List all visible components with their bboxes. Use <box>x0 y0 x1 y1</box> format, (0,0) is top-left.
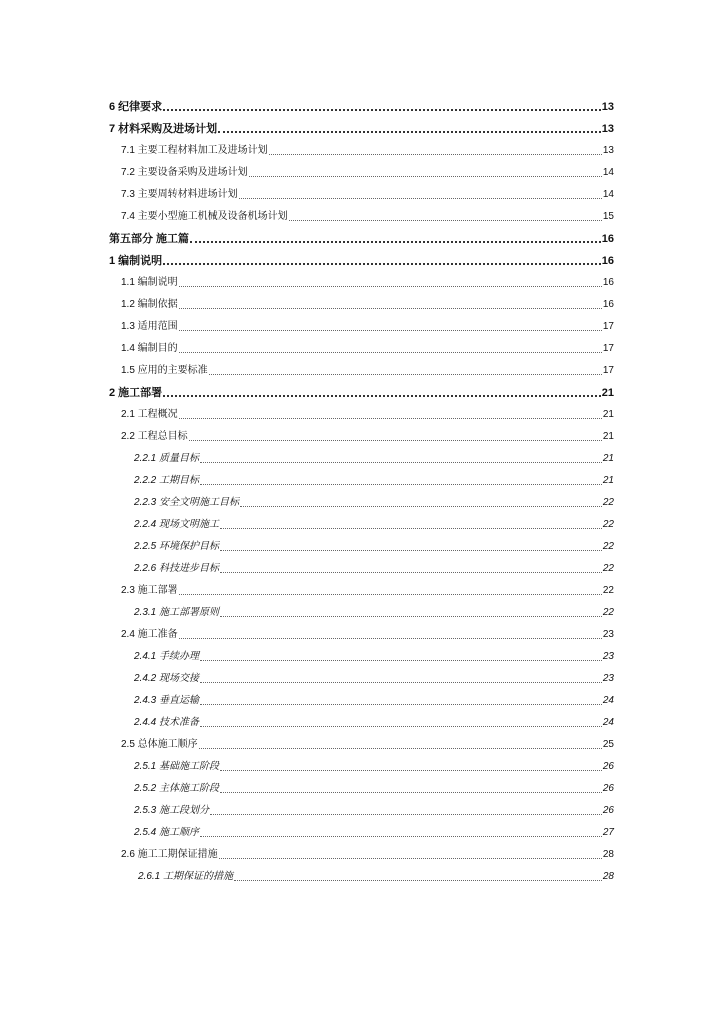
toc-entry[interactable] <box>134 518 614 532</box>
dot-leader <box>163 395 601 397</box>
toc-entry-title: 2.4.4 技术准备 <box>134 717 200 728</box>
toc-entry[interactable] <box>134 474 614 488</box>
toc-entry-page-number: 26 <box>602 761 614 772</box>
toc-entry-title: 2.2.1 质量目标 <box>134 453 200 464</box>
toc-entry[interactable] <box>134 540 614 554</box>
dot-leader <box>289 220 602 221</box>
dot-leader <box>234 880 602 881</box>
dot-leader <box>220 770 602 771</box>
toc-entry-page-number: 16 <box>602 277 614 288</box>
toc-entry-title: 第五部分 施工篇 <box>109 233 190 245</box>
toc-entry-page-number: 25 <box>602 739 614 750</box>
dot-leader <box>220 792 602 793</box>
toc-entry-page-number: 24 <box>602 717 614 728</box>
toc-entry-title: 2.3 施工部署 <box>121 585 178 596</box>
toc-entry-title: 2.3.1 施工部署原则 <box>134 607 220 618</box>
toc-entry[interactable] <box>109 100 614 114</box>
toc-entry[interactable] <box>121 342 614 356</box>
dot-leader <box>200 726 602 727</box>
toc-entry-page-number: 28 <box>602 849 614 860</box>
toc-entry-title: 2.5.1 基础施工阶段 <box>134 761 220 772</box>
toc-entry-page-number: 23 <box>602 673 614 684</box>
toc-entry[interactable] <box>121 276 614 290</box>
toc-entry-page-number: 13 <box>601 123 614 135</box>
dot-leader <box>210 814 602 815</box>
toc-entry[interactable] <box>121 584 614 598</box>
toc-entry-title: 2.4.1 手续办理 <box>134 651 200 662</box>
toc-entry-page-number: 23 <box>602 629 614 640</box>
toc-entry[interactable] <box>121 408 614 422</box>
dot-leader <box>179 352 602 353</box>
dot-leader <box>219 858 602 859</box>
dot-leader <box>189 440 602 441</box>
toc-entry[interactable] <box>134 716 614 730</box>
toc-entry[interactable] <box>134 650 614 664</box>
dot-leader <box>179 594 602 595</box>
dot-leader <box>179 286 602 287</box>
toc-entry-title: 2.5.2 主体施工阶段 <box>134 783 220 794</box>
toc-entry-page-number: 21 <box>602 431 614 442</box>
toc-entry-title: 2.1 工程概况 <box>121 409 178 420</box>
dot-leader <box>249 176 602 177</box>
toc-entry-title: 7.4 主要小型施工机械及设备机场计划 <box>121 211 288 222</box>
dot-leader <box>220 528 602 529</box>
toc-entry[interactable] <box>134 826 614 840</box>
dot-leader <box>200 682 602 683</box>
dot-leader <box>220 616 602 617</box>
toc-entry-page-number: 28 <box>602 871 614 882</box>
toc-entry-page-number: 22 <box>602 541 614 552</box>
toc-entry-title: 2 施工部署 <box>109 387 163 399</box>
dot-leader <box>179 638 602 639</box>
toc-entry-page-number: 16 <box>601 255 614 267</box>
toc-entry-page-number: 17 <box>602 343 614 354</box>
toc-entry[interactable] <box>109 122 614 136</box>
toc-entry[interactable] <box>121 166 614 180</box>
toc-entry-page-number: 22 <box>602 607 614 618</box>
toc-entry[interactable] <box>134 760 614 774</box>
dot-leader <box>269 154 602 155</box>
dot-leader <box>239 198 602 199</box>
toc-entry[interactable] <box>121 430 614 444</box>
toc-entry-title: 2.5 总体施工顺序 <box>121 739 198 750</box>
dot-leader <box>163 109 601 111</box>
toc-entry[interactable] <box>109 232 614 246</box>
toc-entry-page-number: 16 <box>602 299 614 310</box>
dot-leader <box>200 660 602 661</box>
toc-entry-page-number: 23 <box>602 651 614 662</box>
dot-leader <box>179 418 602 419</box>
toc-entry-page-number: 16 <box>601 233 614 245</box>
toc-entry-title: 2.6 施工工期保证措施 <box>121 849 218 860</box>
toc-entry-page-number: 13 <box>602 145 614 156</box>
toc-entry-page-number: 26 <box>602 783 614 794</box>
toc-entry[interactable] <box>121 188 614 202</box>
toc-entry-page-number: 14 <box>602 167 614 178</box>
toc-entry-page-number: 17 <box>602 365 614 376</box>
toc-entry[interactable] <box>121 210 614 224</box>
toc-entry[interactable] <box>121 144 614 158</box>
toc-entry-title: 2.4.3 垂直运输 <box>134 695 200 706</box>
toc-entry[interactable] <box>109 386 614 400</box>
toc-entry-title: 2.2.4 现场文明施工 <box>134 519 220 530</box>
toc-entry-title: 7.3 主要周转材料进场计划 <box>121 189 238 200</box>
toc-entry-page-number: 22 <box>602 563 614 574</box>
toc-entry[interactable] <box>121 364 614 378</box>
toc-entry[interactable] <box>121 320 614 334</box>
toc-entry[interactable] <box>121 738 614 752</box>
dot-leader <box>200 462 602 463</box>
toc-entry[interactable] <box>138 870 614 884</box>
toc-entry-title: 2.2 工程总目标 <box>121 431 188 442</box>
toc-entry-page-number: 27 <box>602 827 614 838</box>
toc-entry-page-number: 17 <box>602 321 614 332</box>
dot-leader <box>163 263 601 265</box>
dot-leader <box>200 836 602 837</box>
dot-leader <box>220 572 602 573</box>
toc-entry[interactable] <box>134 804 614 818</box>
toc-entry[interactable] <box>121 848 614 862</box>
dot-leader <box>190 241 601 243</box>
toc-entry[interactable] <box>134 496 614 510</box>
toc-entry-title: 1.3 适用范围 <box>121 321 178 332</box>
toc-entry[interactable] <box>134 694 614 708</box>
toc-entry-title: 2.2.5 环境保护目标 <box>134 541 220 552</box>
toc-entry-title: 1 编制说明 <box>109 255 163 267</box>
toc-entry[interactable] <box>134 562 614 576</box>
toc-entry[interactable] <box>121 298 614 312</box>
dot-leader <box>220 550 602 551</box>
toc-entry[interactable] <box>134 782 614 796</box>
toc-entry-title: 1.5 应用的主要标准 <box>121 365 208 376</box>
toc-entry[interactable] <box>121 628 614 642</box>
toc-entry-page-number: 26 <box>602 805 614 816</box>
toc-entry-page-number: 21 <box>602 409 614 420</box>
dot-leader <box>199 748 602 749</box>
toc-entry[interactable] <box>109 254 614 268</box>
dot-leader <box>218 131 601 133</box>
toc-entry-title: 7.1 主要工程材料加工及进场计划 <box>121 145 268 156</box>
toc-entry-title: 2.4 施工准备 <box>121 629 178 640</box>
toc-entry-title: 2.5.3 施工段划分 <box>134 805 210 816</box>
toc-entry-page-number: 24 <box>602 695 614 706</box>
toc-entry-title: 2.2.3 安全文明施工目标 <box>134 497 240 508</box>
toc-entry-page-number: 15 <box>602 211 614 222</box>
toc-entry-title: 7 材料采购及进场计划 <box>109 123 218 135</box>
toc-entry[interactable] <box>134 452 614 466</box>
toc-entry-page-number: 14 <box>602 189 614 200</box>
toc-entry-page-number: 22 <box>602 585 614 596</box>
toc-entry-title: 7.2 主要设备采购及进场计划 <box>121 167 248 178</box>
toc-entry-page-number: 13 <box>601 101 614 113</box>
toc-entry-title: 1.1 编制说明 <box>121 277 178 288</box>
toc-entry[interactable] <box>134 672 614 686</box>
toc-entry-title: 1.2 编制依据 <box>121 299 178 310</box>
toc-entry[interactable] <box>134 606 614 620</box>
dot-leader <box>179 308 602 309</box>
toc-entry-page-number: 22 <box>602 519 614 530</box>
toc-entry-title: 2.2.6 科技进步目标 <box>134 563 220 574</box>
toc-entry-title: 2.6.1 工期保证的措施 <box>138 871 234 882</box>
toc-entry-page-number: 22 <box>602 497 614 508</box>
toc-entry-title: 6 纪律要求 <box>109 101 163 113</box>
toc-entry-page-number: 21 <box>602 453 614 464</box>
dot-leader <box>240 506 602 507</box>
dot-leader <box>200 704 602 705</box>
dot-leader <box>209 374 602 375</box>
toc-entry-title: 2.2.2 工期目标 <box>134 475 200 486</box>
toc-entry-title: 2.4.2 现场交接 <box>134 673 200 684</box>
dot-leader <box>179 330 602 331</box>
dot-leader <box>200 484 602 485</box>
toc-entry-title: 1.4 编制目的 <box>121 343 178 354</box>
toc-entry-page-number: 21 <box>602 475 614 486</box>
toc-entry-title: 2.5.4 施工顺序 <box>134 827 200 838</box>
toc-entry-page-number: 21 <box>601 387 614 399</box>
